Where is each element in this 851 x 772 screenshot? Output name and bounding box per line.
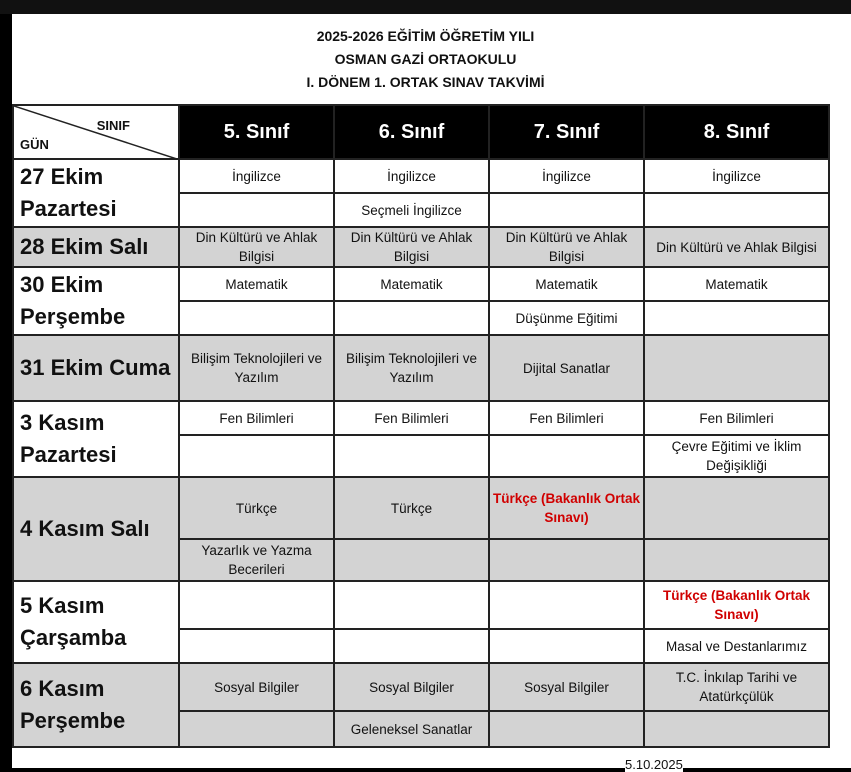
exam-cell: İngilizce xyxy=(489,159,644,193)
exam-cell xyxy=(334,435,489,477)
corner-header-cell xyxy=(13,105,179,159)
exam-cell: Din Kültürü ve Ahlak Bilgisi xyxy=(179,227,334,267)
class-header-7: 7. Sınıf xyxy=(489,105,644,159)
exam-cell xyxy=(334,301,489,335)
exam-cell xyxy=(489,193,644,227)
exam-cell xyxy=(489,629,644,663)
title-year: 2025-2026 EĞİTİM ÖĞRETİM YILI xyxy=(316,28,535,44)
exam-cell: Din Kültürü ve Ahlak Bilgisi xyxy=(489,227,644,267)
corner-day-label: GÜN xyxy=(20,137,49,152)
class-header-6: 6. Sınıf xyxy=(334,105,489,159)
exam-cell: Düşünme Eğitimi xyxy=(489,301,644,335)
exam-cell: Çevre Eğitimi ve İklim Değişikliği xyxy=(644,435,829,477)
exam-cell: Türkçe xyxy=(179,477,334,539)
exam-cell xyxy=(644,193,829,227)
title-exam-schedule: I. DÖNEM 1. ORTAK SINAV TAKVİMİ xyxy=(306,74,545,90)
exam-cell: Masal ve Destanlarımız xyxy=(644,629,829,663)
exam-cell: Seçmeli İngilizce xyxy=(334,193,489,227)
title-school: OSMAN GAZİ ORTAOKULU xyxy=(334,51,517,67)
exam-cell xyxy=(489,539,644,581)
exam-cell: İngilizce xyxy=(644,159,829,193)
exam-cell xyxy=(334,539,489,581)
exam-cell: Bilişim Teknolojileri ve Yazılım xyxy=(334,335,489,401)
exam-cell-national-exam: Türkçe (Bakanlık Ortak Sınavı) xyxy=(489,477,644,539)
exam-cell xyxy=(644,335,829,401)
exam-cell: Sosyal Bilgiler xyxy=(489,663,644,711)
day-label: 31 Ekim Cuma xyxy=(13,335,179,401)
class-header-8: 8. Sınıf xyxy=(644,105,829,159)
day-label: 30 Ekim Perşembe xyxy=(13,267,179,335)
day-label: 6 Kasım Perşembe xyxy=(13,663,179,747)
exam-cell: Fen Bilimleri xyxy=(179,401,334,435)
exam-cell: Türkçe xyxy=(334,477,489,539)
exam-cell: Yazarlık ve Yazma Becerileri xyxy=(179,539,334,581)
class-header-5: 5. Sınıf xyxy=(179,105,334,159)
day-label: 28 Ekim Salı xyxy=(13,227,179,267)
exam-cell: Bilişim Teknolojileri ve Yazılım xyxy=(179,335,334,401)
exam-cell: Sosyal Bilgiler xyxy=(334,663,489,711)
day-label: 4 Kasım Salı xyxy=(13,477,179,581)
spreadsheet-top-bar xyxy=(0,0,851,14)
exam-cell: Sosyal Bilgiler xyxy=(179,663,334,711)
exam-cell: T.C. İnkılap Tarihi ve Atatürkçülük xyxy=(644,663,829,711)
exam-cell: Matematik xyxy=(644,267,829,301)
exam-cell xyxy=(644,477,829,539)
exam-cell xyxy=(644,711,829,747)
exam-cell: Geleneksel Sanatlar xyxy=(334,711,489,747)
exam-cell: Fen Bilimleri xyxy=(334,401,489,435)
exam-schedule-table xyxy=(12,104,830,748)
exam-cell: İngilizce xyxy=(179,159,334,193)
exam-cell xyxy=(179,301,334,335)
exam-cell: Matematik xyxy=(489,267,644,301)
exam-cell: Matematik xyxy=(334,267,489,301)
corner-class-label: SINIF xyxy=(96,118,130,133)
exam-cell xyxy=(644,539,829,581)
exam-cell xyxy=(489,711,644,747)
exam-cell xyxy=(179,193,334,227)
exam-cell: Din Kültürü ve Ahlak Bilgisi xyxy=(644,227,829,267)
exam-cell xyxy=(489,581,644,629)
exam-cell xyxy=(334,629,489,663)
exam-cell xyxy=(179,435,334,477)
day-label: 27 Ekim Pazartesi xyxy=(13,159,179,227)
exam-cell xyxy=(179,629,334,663)
exam-cell xyxy=(179,711,334,747)
exam-cell xyxy=(644,301,829,335)
exam-cell xyxy=(489,435,644,477)
day-label: 5 Kasım Çarşamba xyxy=(13,581,179,663)
exam-cell xyxy=(179,581,334,629)
footer-date: 5.10.2025 xyxy=(625,757,683,772)
exam-cell: Matematik xyxy=(179,267,334,301)
exam-cell xyxy=(334,581,489,629)
exam-cell: Fen Bilimleri xyxy=(644,401,829,435)
exam-cell: İngilizce xyxy=(334,159,489,193)
exam-cell: Din Kültürü ve Ahlak Bilgisi xyxy=(334,227,489,267)
exam-cell: Dijital Sanatlar xyxy=(489,335,644,401)
day-label: 3 Kasım Pazartesi xyxy=(13,401,179,477)
exam-cell: Fen Bilimleri xyxy=(489,401,644,435)
exam-cell-national-exam: Türkçe (Bakanlık Ortak Sınavı) xyxy=(644,581,829,629)
